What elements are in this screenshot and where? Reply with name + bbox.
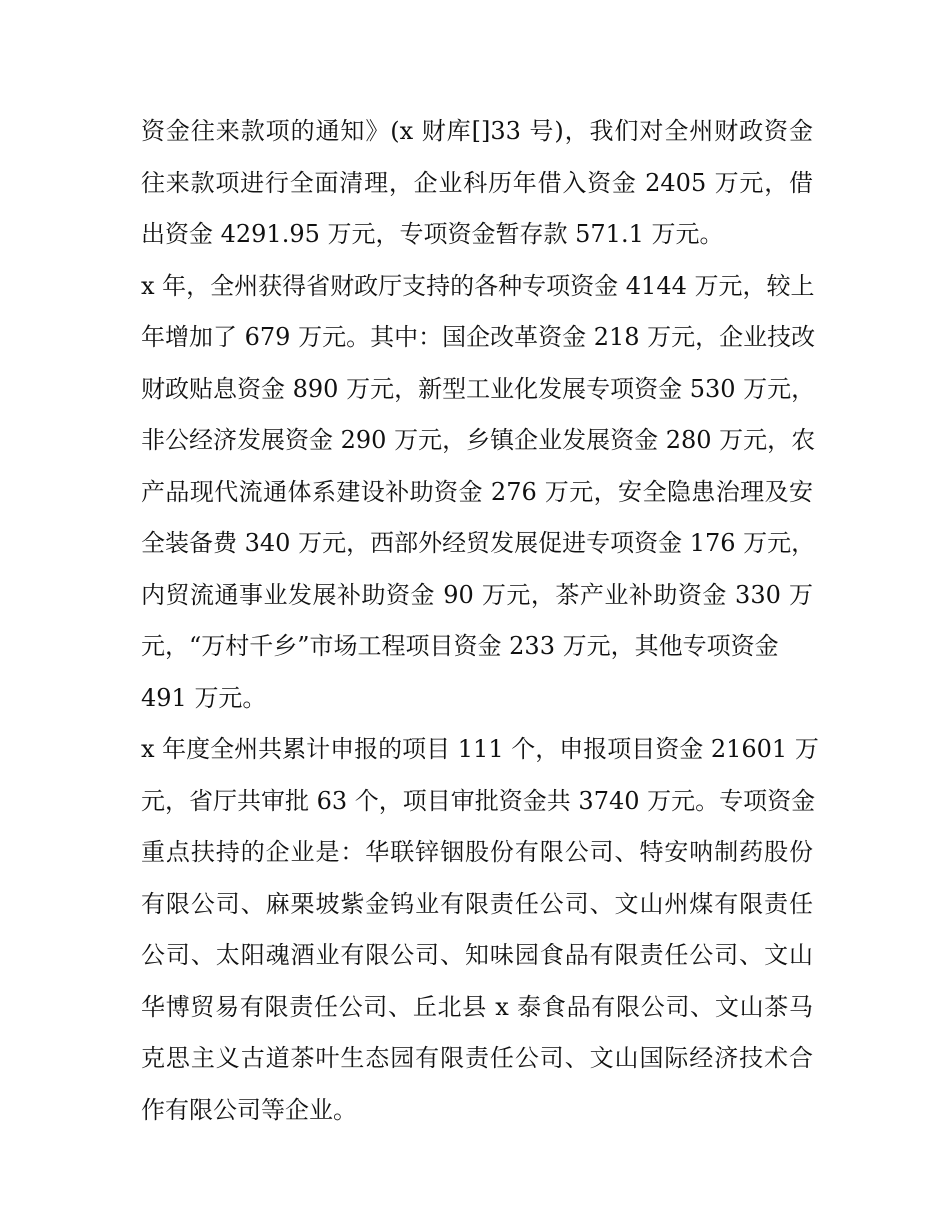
text-line: 财政贴息资金 890 万元，新型工业化发展专项资金 530 万元， bbox=[141, 374, 816, 403]
text-line: 往来款项进行全面清理，企业科历年借入资金 2405 万元，借 bbox=[141, 168, 813, 197]
text-line: 年增加了 679 万元。其中：国企改革资金 218 万元，企业技改 bbox=[141, 323, 816, 351]
text-line: 491 万元。 bbox=[141, 683, 267, 712]
text-line: 内贸流通事业发展补助资金 90 万元，茶产业补助资金 330 万 bbox=[141, 580, 813, 609]
text-line: 华博贸易有限责任公司、丘北县 x 泰食品有限公司、文山茶马 bbox=[141, 992, 813, 1021]
text-line: 非公经济发展资金 290 万元，乡镇企业发展资金 280 万元，农 bbox=[141, 426, 816, 454]
text-line: x 年，全州获得省财政厅支持的各种专项资金 4144 万元，较上 bbox=[141, 271, 815, 300]
text-line: 公司、太阳魂酒业有限公司、知味园食品有限责任公司、文山 bbox=[141, 941, 813, 969]
text-line: 重点扶持的企业是：华联锌铟股份有限公司、特安呐制药股份 bbox=[141, 838, 813, 866]
text-line: 元，“万村千乡”市场工程项目资金 233 万元，其他专项资金 bbox=[141, 632, 779, 660]
text-line: 产品现代流通体系建设补助资金 276 万元，安全隐患治理及安 bbox=[141, 477, 813, 506]
text-line: 克思主义古道茶叶生态园有限责任公司、文山国际经济技术合 bbox=[141, 1044, 813, 1072]
text-line: 元，省厅共审批 63 个，项目审批资金共 3740 万元。专项资金 bbox=[141, 786, 816, 815]
document-body bbox=[141, 106, 819, 1136]
text-line: 作有限公司等企业。 bbox=[141, 1095, 357, 1124]
text-line: 全装备费 340 万元，西部外经贸发展促进专项资金 176 万元， bbox=[141, 529, 816, 557]
text-line: 资金往来款项的通知》(x 财库[]33 号)，我们对全州财政资金 bbox=[141, 117, 813, 145]
text-line: x 年度全州共累计申报的项目 111 个，申报项目资金 21601 万 bbox=[141, 735, 819, 763]
text-line: 出资金 4291.95 万元，专项资金暂存款 571.1 万元。 bbox=[141, 220, 724, 248]
text-line: 有限公司、麻栗坡紫金钨业有限责任公司、文山州煤有限责任 bbox=[141, 889, 813, 918]
